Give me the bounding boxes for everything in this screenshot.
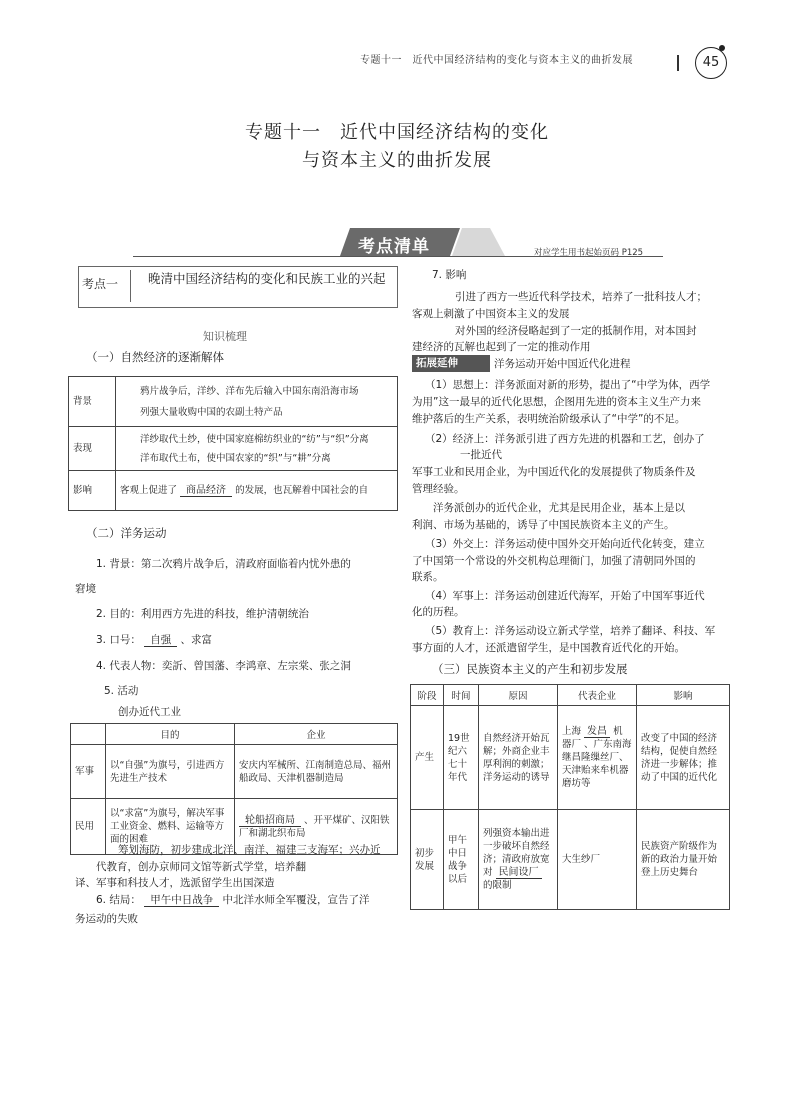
page-number-dot bbox=[719, 45, 725, 51]
kaodian-divider bbox=[130, 270, 131, 302]
extension-text: 为用”这一最早的近代化思想，企图用先进的资本主义生产力来 bbox=[412, 396, 701, 408]
extension-text: 一批近代 bbox=[460, 449, 502, 461]
answer-blank: 发昌 bbox=[584, 726, 610, 738]
running-header: 专题十一 近代中国经济结构的变化与资本主义的曲折发展 bbox=[360, 55, 633, 66]
item-activities: 5. 活动 bbox=[104, 685, 139, 697]
cell-line: 洋布取代土布，使中国农家的“织”与“耕”分离 bbox=[140, 452, 331, 464]
banner-label: 考点清单 bbox=[358, 237, 430, 257]
banner-ref: 对应学生用书起始页码 P125 bbox=[534, 248, 644, 258]
cell-enterprise: 机器厂 bbox=[562, 726, 623, 750]
cell-impact: 改变了中国的经济结构，促使自然经济进一步解体；推动了中国的近代化 bbox=[637, 706, 730, 810]
cell-stage: 初步发展 bbox=[411, 810, 444, 910]
extension-text: 洋务派创办的近代企业，尤其是民用企业，基本上是以 bbox=[433, 502, 685, 514]
answer-blank: 自强 bbox=[144, 634, 177, 647]
answer-blank: 民间设厂 bbox=[496, 867, 542, 879]
item-background: 1. 背景：第二次鸦片战争后，清政府面临着内忧外患的 bbox=[96, 558, 351, 570]
col-header: 代表企业 bbox=[558, 685, 637, 706]
national-capitalism-table bbox=[410, 684, 730, 910]
cell-time: 19世纪六七十年代 bbox=[444, 706, 479, 810]
col-header: 企业 bbox=[235, 724, 398, 745]
extension-text: 事方面的人才，还派遣留学生，是中国教育近代化的开始。 bbox=[412, 642, 685, 654]
extension-text: （3）外交上：洋务运动使中国外交开始向近代化转变，建立 bbox=[425, 538, 705, 550]
cell-text: 的发展，也瓦解着中国社会的自 bbox=[235, 485, 369, 496]
section-2-heading: （二）洋务运动 bbox=[86, 526, 167, 540]
extension-text: 化的历程。 bbox=[412, 606, 465, 618]
cell-text: 客观上促进了 bbox=[120, 485, 178, 496]
impact-text: 引进了西方一些近代科学技术，培养了一批科技人才； bbox=[455, 291, 707, 303]
col-header: 阶段 bbox=[411, 685, 444, 706]
page-number: 45 bbox=[695, 47, 727, 79]
cell-impact: 民族资产阶级作为新的政治力量开始登上历史舞台 bbox=[637, 810, 730, 910]
cell-enterprise: 、广东南海继昌隆缫丝厂、天津贻来牟机器磨坊等 bbox=[562, 739, 632, 789]
extension-text: （5）教育上：洋务运动设立新式学堂，培养了翻译、科技、军 bbox=[425, 625, 716, 637]
item-figures: 4. 代表人物：奕訢、曾国藩、李鸿章、左宗棠、张之洞 bbox=[96, 660, 351, 672]
item-slogan bbox=[96, 631, 212, 649]
result-label: 6. 结局： bbox=[96, 894, 141, 906]
cell-cause: 列强资本输出进一步破坏自然经济；清政府放宽对 bbox=[483, 828, 550, 878]
extension-text: 维护落后的生产关系，表明统治阶级承认了“中学”的不足。 bbox=[412, 413, 686, 425]
row-label: 军事 bbox=[71, 745, 106, 799]
item-purpose: 2. 目的：利用西方先进的科技，维护清朝统治 bbox=[96, 608, 309, 620]
impact-text: 建经济的瓦解也起到了一定的推动作用 bbox=[412, 341, 591, 353]
extension-text: 了中国第一个常设的外交机构总理衙门，加强了清朝同外国的 bbox=[412, 555, 696, 567]
activities-text: 代教育，创办京师同文馆等新式学堂，培养翻 bbox=[96, 861, 306, 873]
col-header: 时间 bbox=[444, 685, 479, 706]
impact-text: 客观上刺激了中国资本主义的发展 bbox=[412, 308, 570, 320]
item-activities-sub: 创办近代工业 bbox=[118, 706, 181, 718]
activities-text: 筹划海防，初步建成北洋、南洋、福建三支海军；兴办近 bbox=[118, 844, 381, 856]
extension-text: 管理经验。 bbox=[412, 483, 465, 495]
cell-cause: 自然经济开始瓦解；外商企业丰厚利润的刺激；洋务运动的诱导 bbox=[479, 706, 558, 810]
row-label: 表现 bbox=[69, 427, 116, 471]
col-header: 影响 bbox=[637, 685, 730, 706]
cell-enterprise: 上海 bbox=[562, 726, 582, 737]
col-header: 目的 bbox=[106, 724, 235, 745]
natural-economy-table bbox=[68, 376, 398, 511]
extension-title: 洋务运动开始中国近代化进程 bbox=[494, 358, 631, 370]
cell-line: 洋纱取代土纱，使中国家庭棉纺织业的“纺”与“织”分离 bbox=[140, 433, 369, 445]
answer-blank: 甲午中日战争 bbox=[144, 894, 219, 907]
extension-text: （2）经济上：洋务派引进了西方先进的机器和工艺，创办了 bbox=[425, 433, 705, 445]
chapter-title-line2: 与资本主义的曲折发展 bbox=[302, 150, 492, 171]
activities-text: 译、军事和科技人才，选派留学生出国深造 bbox=[75, 877, 275, 889]
kaodian-label: 考点一 bbox=[82, 277, 119, 291]
answer-blank: 轮船招商局 bbox=[239, 815, 301, 827]
knowledge-heading: 知识梳理 bbox=[203, 330, 247, 343]
extension-text: 利润、市场为基础的，诱导了中国民族资本主义的产生。 bbox=[412, 519, 675, 531]
extension-badge: 拓展延伸 bbox=[412, 355, 490, 372]
impact-text: 对外国的经济侵略起到了一定的抵制作用，对本国封 bbox=[455, 325, 697, 337]
row-label: 背景 bbox=[69, 377, 116, 427]
col-header: 原因 bbox=[479, 685, 558, 706]
cell-stage: 产生 bbox=[411, 706, 444, 810]
extension-text: 军事工业和民用企业，为中国近代化的发展提供了物质条件及 bbox=[412, 466, 696, 478]
cell-enterprise: 、开平煤矿、汉阳铁厂和湖北织布局 bbox=[239, 814, 390, 839]
item-background-cont: 窘境 bbox=[75, 583, 96, 595]
answer-blank: 商品经济 bbox=[180, 485, 232, 497]
cell-line: 鸦片战争后，洋纱、洋布先后输入中国东南沿海市场 bbox=[140, 385, 359, 397]
extension-text: 联系。 bbox=[412, 571, 444, 583]
item-result-cont: 务运动的失败 bbox=[75, 913, 138, 925]
cell-line: 列强大量收购中国的农副土特产品 bbox=[140, 406, 283, 418]
chapter-title-line1: 专题十一 近代中国经济结构的变化 bbox=[245, 122, 549, 143]
slogan-label: 3. 口号： bbox=[96, 634, 141, 646]
row-label: 民用 bbox=[71, 799, 106, 855]
extension-text: （4）军事上：洋务运动创建近代海军，开始了中国军事近代 bbox=[425, 590, 705, 602]
section-3-heading: （三）民族资本主义的产生和初步发展 bbox=[432, 662, 628, 676]
item-result bbox=[96, 891, 370, 909]
row-label: 影响 bbox=[69, 471, 116, 511]
cell-enterprise: 大生纱厂 bbox=[558, 810, 637, 910]
industry-table bbox=[70, 723, 398, 855]
kaodian-title: 晚清中国经济结构的变化和民族工业的兴起 bbox=[148, 271, 386, 286]
section-1-heading: （一）自然经济的逐渐解体 bbox=[86, 350, 224, 364]
result-tail: 中北洋水师全军覆没，宣告了洋 bbox=[222, 894, 370, 906]
slogan-tail: 、求富 bbox=[180, 634, 213, 646]
item-impact: 7. 影响 bbox=[432, 269, 467, 281]
cell-cause: 的限制 bbox=[483, 880, 512, 891]
cell-enterprise: 安庆内军械所、江南制造总局、福州船政局、天津机器制造局 bbox=[235, 745, 398, 799]
cell-purpose: 以“求富”为旗号，解决军事工业资金、燃料、运输等方面的困难 bbox=[106, 799, 235, 855]
header-divider bbox=[677, 55, 679, 71]
cell-purpose: 以“自强”为旗号，引进西方先进生产技术 bbox=[106, 745, 235, 799]
extension-text: （1）思想上：洋务派面对新的形势，提出了“中学为体，西学 bbox=[425, 379, 711, 391]
cell-time: 甲午中日战争以后 bbox=[444, 810, 479, 910]
